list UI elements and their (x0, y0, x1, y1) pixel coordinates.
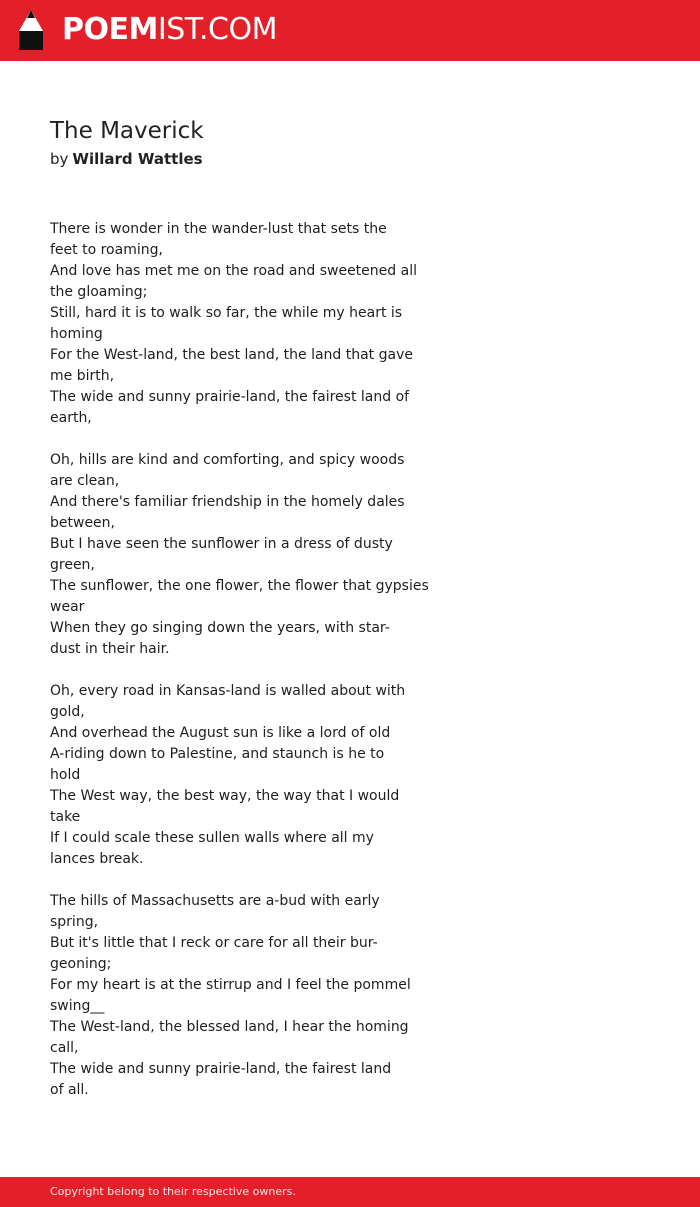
poem-line: The sunflower, the one flower, the flower that gypsies (50, 578, 429, 594)
poem-line: gold, (50, 704, 85, 720)
poem-line: Oh, hills are kind and comforting, and spicy woods (50, 452, 405, 468)
poem-line: The wide and sunny prairie-land, the fairest land (50, 1061, 392, 1077)
poem-line: The wide and sunny prairie-land, the fairest land of (50, 389, 410, 405)
poem-line: dust in their hair. (50, 641, 170, 657)
poem-line: me birth, (50, 368, 115, 384)
poem-line: Still, hard it is to walk so far, the while my heart is (50, 305, 403, 321)
byline (50, 148, 203, 170)
poem-line: For my heart is at the stirrup and I feel the pommel (50, 977, 411, 993)
poem-line: are clean, (50, 473, 120, 489)
header-bar (0, 0, 700, 61)
poem-line: swing__ (50, 998, 105, 1014)
poem-line: Oh, every road in Kansas-land is walled about with (50, 683, 406, 699)
poem-line: take (50, 809, 81, 825)
poem-line: But I have seen the sunflower in a dress of dusty (50, 536, 393, 552)
pencil-logo-icon[interactable] (18, 9, 44, 51)
poem-line: hold (50, 767, 81, 783)
stanza (50, 681, 430, 870)
poem-line: There is wonder in the wander-lust that sets the (50, 221, 387, 237)
poem-line: earth, (50, 410, 92, 426)
poem-line: The hills of Massachusetts are a-bud with early (50, 893, 380, 909)
poem-line: the gloaming; (50, 284, 148, 300)
poem-title: The Maverick (50, 118, 204, 144)
footer-bar (0, 1177, 700, 1207)
poem-line: And love has met me on the road and sweetened all (50, 263, 417, 279)
poem-line: spring, (50, 914, 99, 930)
author-name[interactable]: Willard Wattles (72, 150, 203, 168)
copyright-text: Copyright belong to their respective owners. (50, 1185, 296, 1198)
poem-line: green, (50, 557, 95, 573)
poem-line: wear (50, 599, 85, 615)
poem-line: The West way, the best way, the way that I would (50, 788, 400, 804)
poem-line: geoning; (50, 956, 112, 972)
stanza (50, 219, 430, 429)
poem-line: If I could scale these sullen walls where all my (50, 830, 374, 846)
poem-line: lances break. (50, 851, 144, 867)
poem-line: feet to roaming, (50, 242, 163, 258)
brand-name-light: IST.COM (157, 12, 277, 47)
stanza (50, 891, 430, 1101)
brand-name-bold: POEM (62, 12, 158, 47)
poem-line: call, (50, 1040, 79, 1056)
poem-line: And there's familiar friendship in the homely dales (50, 494, 405, 510)
site-logo[interactable] (62, 12, 277, 48)
stanza (50, 450, 430, 660)
poem-line: But it's little that I reck or care for all their bur- (50, 935, 378, 951)
poem-line: And overhead the August sun is like a lord of old (50, 725, 391, 741)
poem-line: When they go singing down the years, with star- (50, 620, 390, 636)
by-label: by (50, 150, 69, 168)
poem-line: homing (50, 326, 103, 342)
poem-body (50, 219, 430, 1122)
poem-line: For the West-land, the best land, the land that gave (50, 347, 413, 363)
poem-line: A-riding down to Palestine, and staunch is he to (50, 746, 385, 762)
poem-line: The West-land, the blessed land, I hear the homing (50, 1019, 409, 1035)
poem-line: between, (50, 515, 115, 531)
poem-line: of all. (50, 1082, 89, 1098)
